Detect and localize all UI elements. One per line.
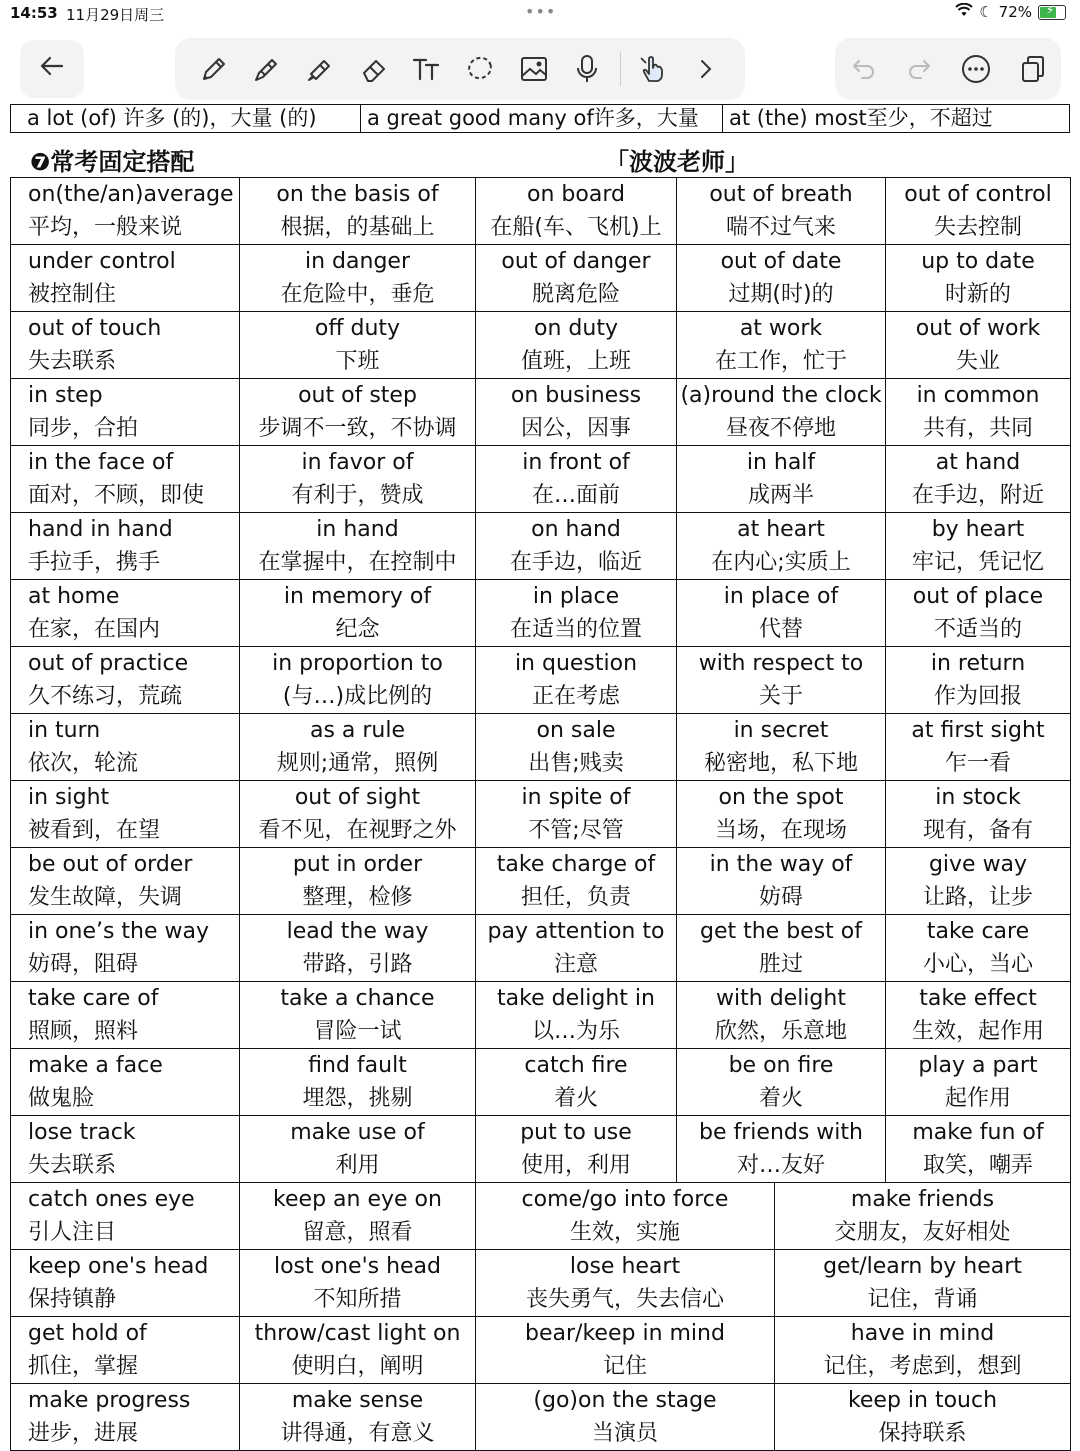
- meaning-cell: 保持镇静: [11, 1283, 240, 1317]
- meaning-cell: 久不练习，荒疏: [11, 680, 240, 714]
- phrase-row: [11, 647, 1071, 681]
- phrase-row: [11, 1116, 1071, 1150]
- meaning-cell: 讲得通，有意义: [240, 1417, 476, 1451]
- meaning-cell: 面对，不顾，即使: [11, 479, 240, 513]
- phrase-cell: make sense: [240, 1384, 476, 1418]
- meaning-cell: 起作用: [886, 1082, 1071, 1116]
- meaning-cell: 当场，在现场: [677, 814, 886, 848]
- meaning-cell: 纪念: [240, 613, 476, 647]
- phrase-row: [11, 1250, 1071, 1284]
- top-phrase: a lot (of) 许多 (的)，大量 (的): [11, 105, 361, 132]
- split-wrapper: [476, 1216, 1070, 1249]
- meaning-row: [11, 412, 1071, 446]
- meaning-row: [11, 881, 1071, 915]
- meaning-cell: 在家，在国内: [11, 613, 240, 647]
- phrase-cell: out of date: [677, 245, 886, 279]
- meaning-cell: 担任，负责: [476, 881, 677, 915]
- status-right: [955, 3, 1066, 21]
- phrase-cell: have in mind: [850, 1321, 995, 1346]
- phrase-cell: off duty: [240, 312, 476, 346]
- phrase-cell: on duty: [476, 312, 677, 346]
- phrase-cell: at home: [11, 580, 240, 614]
- phrase-row: [11, 178, 1071, 212]
- meaning-row: [11, 814, 1071, 848]
- wifi-icon: [955, 3, 973, 21]
- status-time: 14:53: [10, 4, 58, 22]
- phrase-cell: take effect: [886, 982, 1071, 1016]
- undo-button[interactable]: [842, 48, 884, 90]
- meaning-cell: 依次，轮流: [11, 747, 240, 781]
- split-cell: [476, 1250, 1071, 1284]
- phrase-cell: in half: [677, 446, 886, 480]
- meaning-cell: 记住，背诵: [867, 1287, 978, 1312]
- phrase-cell: with respect to: [677, 647, 886, 681]
- phrase-cell: on board: [476, 178, 677, 212]
- split-cell: [476, 1384, 1071, 1418]
- meaning-cell: 步调不一致，不协调: [240, 412, 476, 446]
- phrase-cell: out of control: [886, 178, 1071, 212]
- eraser-tool-button[interactable]: [353, 48, 395, 90]
- meaning-cell: 牢记，凭记忆: [886, 546, 1071, 580]
- meaning-cell: 埋怨，挑剔: [240, 1082, 476, 1116]
- meaning-row: [11, 613, 1071, 647]
- top-phrases-row: [10, 104, 1070, 133]
- phrase-cell: on hand: [476, 513, 677, 547]
- meaning-cell: 关于: [677, 680, 886, 714]
- meaning-row: [11, 1216, 1071, 1250]
- pen-icon: [251, 53, 283, 85]
- pencil-tool-button[interactable]: [193, 48, 235, 90]
- phrase-cell: keep in touch: [847, 1388, 998, 1413]
- back-button[interactable]: [20, 40, 84, 98]
- document-actions: [835, 38, 1061, 100]
- meaning-cell: 在…面前: [476, 479, 677, 513]
- meaning-cell: 丧失勇气，失去信心: [476, 1283, 775, 1316]
- phrase-cell: in spite of: [476, 781, 677, 815]
- meaning-cell: 欣然，乐意地: [677, 1015, 886, 1049]
- phrase-cell: play a part: [886, 1049, 1071, 1083]
- meaning-row: [11, 1015, 1071, 1049]
- split-wrapper: [476, 1183, 1070, 1216]
- phrase-row: [11, 915, 1071, 949]
- meaning-cell: 昼夜不停地: [677, 412, 886, 446]
- phrase-cell: out of danger: [476, 245, 677, 279]
- meaning-cell: 失去联系: [11, 1149, 240, 1183]
- meaning-cell: 带路，引路: [240, 948, 476, 982]
- microphone-icon: [571, 53, 603, 85]
- phrase-cell: get/learn by heart: [823, 1254, 1022, 1279]
- phrase-cell: make use of: [240, 1116, 476, 1150]
- pages-icon: [1018, 54, 1048, 84]
- phrase-cell: throw/cast light on: [240, 1317, 476, 1351]
- phrase-cell: on sale: [476, 714, 677, 748]
- more-icon: [961, 54, 991, 84]
- phrase-cell: keep one's head: [11, 1250, 240, 1284]
- meaning-cell: 不管;尽管: [476, 814, 677, 848]
- split-cell: [476, 1350, 1071, 1384]
- phrase-cell: as a rule: [240, 714, 476, 748]
- text-tool-button[interactable]: [406, 48, 448, 90]
- phrase-cell: in the way of: [677, 848, 886, 882]
- phrase-row: [11, 781, 1071, 815]
- meaning-cell: 妨碍: [677, 881, 886, 915]
- chevron-right-icon: [690, 53, 722, 85]
- phrase-cell: come/go into force: [476, 1183, 775, 1216]
- meaning-cell: 值班，上班: [476, 345, 677, 379]
- meaning-cell: 对…友好: [677, 1149, 886, 1183]
- meaning-cell: 使用，利用: [476, 1149, 677, 1183]
- redo-button[interactable]: [899, 48, 941, 90]
- meaning-cell: 因公，因事: [476, 412, 677, 446]
- meaning-cell: 在船(车、飞机)上: [476, 211, 677, 245]
- meaning-row: [11, 211, 1071, 245]
- phrase-row: [11, 1317, 1071, 1351]
- phrase-cell: out of breath: [677, 178, 886, 212]
- phrase-cell: with delight: [677, 982, 886, 1016]
- phrase-cell: get hold of: [11, 1317, 240, 1351]
- phrase-cell: at work: [677, 312, 886, 346]
- pencil-icon: [198, 53, 230, 85]
- battery-percent: 72%: [998, 3, 1032, 21]
- phrase-row: [11, 1384, 1071, 1418]
- meaning-row: [11, 948, 1071, 982]
- top-phrase: at (the) most至少，不超过: [729, 106, 993, 130]
- meaning-cell: 发生故障，失调: [11, 881, 240, 915]
- meaning-row: [11, 1417, 1071, 1451]
- phrase-cell: be out of order: [11, 848, 240, 882]
- image-icon: [518, 53, 550, 85]
- meaning-cell: 失去联系: [11, 345, 240, 379]
- meaning-cell: 不知所措: [240, 1283, 476, 1317]
- phrase-row: [11, 1049, 1071, 1083]
- meaning-cell: 手拉手，携手: [11, 546, 240, 580]
- meaning-cell: 出售;贱卖: [476, 747, 677, 781]
- meaning-cell: 失去控制: [886, 211, 1071, 245]
- phrase-cell: out of step: [240, 379, 476, 413]
- touch-draw-button[interactable]: [632, 48, 674, 90]
- meaning-cell: 冒险一试: [240, 1015, 476, 1049]
- phrase-cell: take care of: [11, 982, 240, 1016]
- meaning-cell: 以…为乐: [476, 1015, 677, 1049]
- meaning-row: [11, 1350, 1071, 1384]
- phrase-cell: in secret: [677, 714, 886, 748]
- meaning-cell: 成两半: [677, 479, 886, 513]
- pen-tool-button[interactable]: [246, 48, 288, 90]
- split-wrapper: [476, 1417, 1070, 1450]
- phrase-cell: put in order: [240, 848, 476, 882]
- hand-touch-icon: [637, 53, 669, 85]
- meaning-cell: 做鬼脸: [11, 1082, 240, 1116]
- split-wrapper: [476, 1350, 1070, 1383]
- split-wrapper: [476, 1283, 1070, 1316]
- drawing-tools: [175, 38, 745, 100]
- meaning-cell: 进步，进展: [11, 1417, 240, 1451]
- phrase-cell: be friends with: [677, 1116, 886, 1150]
- meaning-row: [11, 1283, 1071, 1317]
- toolbar-separator: [620, 52, 621, 86]
- meaning-cell: 当演员: [476, 1417, 775, 1450]
- phrase-row: [11, 312, 1071, 346]
- meaning-cell: 代替: [677, 613, 886, 647]
- phrase-cell: put to use: [476, 1116, 677, 1150]
- meaning-cell: 作为回报: [886, 680, 1071, 714]
- meaning-row: [11, 1149, 1071, 1183]
- phrase-cell: get the best of: [677, 915, 886, 949]
- phrase-row: [11, 580, 1071, 614]
- meaning-row: [11, 546, 1071, 580]
- phrase-cell: in place of: [677, 580, 886, 614]
- phrase-cell: keep an eye on: [240, 1183, 476, 1217]
- phrase-cell: out of work: [886, 312, 1071, 346]
- phrase-row: [11, 848, 1071, 882]
- meaning-cell: 让路，让步: [886, 881, 1071, 915]
- meaning-cell: 在掌握中，在控制中: [240, 546, 476, 580]
- meaning-cell: 胜过: [677, 948, 886, 982]
- phrase-cell: pay attention to: [476, 915, 677, 949]
- meaning-cell: 生效，起作用: [886, 1015, 1071, 1049]
- meaning-row: [11, 479, 1071, 513]
- highlighter-tool-button[interactable]: [299, 48, 341, 90]
- phrase-cell: in hand: [240, 513, 476, 547]
- meaning-cell: 被控制住: [11, 278, 240, 312]
- meaning-cell: 在危险中，垂危: [240, 278, 476, 312]
- phrase-cell: lose heart: [476, 1250, 775, 1283]
- meaning-row: [11, 747, 1071, 781]
- phrase-cell: (a)round the clock: [677, 379, 886, 413]
- phrase-row: [11, 982, 1071, 1016]
- meaning-cell: 利用: [240, 1149, 476, 1183]
- meaning-cell: 下班: [240, 345, 476, 379]
- phrase-cell: in common: [886, 379, 1071, 413]
- phrase-cell: make fun of: [886, 1116, 1071, 1150]
- phrase-cell: bear/keep in mind: [476, 1317, 775, 1350]
- phrase-cell: in return: [886, 647, 1071, 681]
- meaning-row: [11, 278, 1071, 312]
- meaning-cell: 使明白，阐明: [240, 1350, 476, 1384]
- status-date: 11月29日周三: [66, 6, 165, 24]
- phrase-cell: lose track: [11, 1116, 240, 1150]
- phrase-table: [10, 177, 1071, 1451]
- meaning-cell: 着火: [476, 1082, 677, 1116]
- meaning-cell: 保持联系: [878, 1421, 967, 1446]
- meaning-cell: 平均，一般来说: [11, 211, 240, 245]
- phrase-cell: lost one's head: [240, 1250, 476, 1284]
- phrase-cell: (go)on the stage: [476, 1384, 775, 1417]
- back-arrow-icon: [38, 52, 66, 87]
- phrase-cell: take care: [886, 915, 1071, 949]
- phrase-row: [11, 1183, 1071, 1217]
- meaning-cell: 在手边，临近: [476, 546, 677, 580]
- phrase-cell: make progress: [11, 1384, 240, 1418]
- meaning-cell: 正在考虑: [476, 680, 677, 714]
- phrase-cell: lead the way: [240, 915, 476, 949]
- meaning-cell: 现有，备有: [886, 814, 1071, 848]
- split-wrapper: [476, 1317, 1070, 1350]
- undo-icon: [848, 54, 878, 84]
- phrase-cell: in step: [11, 379, 240, 413]
- phrase-cell: in sight: [11, 781, 240, 815]
- phrase-cell: in stock: [886, 781, 1071, 815]
- meaning-cell: 秘密地，私下地: [677, 747, 886, 781]
- status-bar: [0, 0, 1080, 28]
- meaning-cell: 妨碍，阻碍: [11, 948, 240, 982]
- phrase-cell: be on fire: [677, 1049, 886, 1083]
- meaning-cell: 生效，实施: [476, 1216, 775, 1249]
- eraser-icon: [358, 53, 390, 85]
- meaning-cell: 过期(时)的: [677, 278, 886, 312]
- phrase-row: [11, 714, 1071, 748]
- phrase-cell: out of place: [886, 580, 1071, 614]
- meaning-cell: 共有，共同: [886, 412, 1071, 446]
- meaning-cell: 交朋友，友好相处: [834, 1220, 1011, 1245]
- meaning-cell: 注意: [476, 948, 677, 982]
- meaning-cell: 规则;通常，照例: [240, 747, 476, 781]
- split-wrapper: [476, 1384, 1070, 1417]
- phrase-cell: on business: [476, 379, 677, 413]
- meaning-row: [11, 680, 1071, 714]
- phrase-cell: out of practice: [11, 647, 240, 681]
- phrase-cell: on(the/an)average: [11, 178, 240, 212]
- split-wrapper: [476, 1250, 1070, 1283]
- lasso-tool-button[interactable]: [459, 48, 501, 90]
- teacher-label: 「波波老师」: [605, 148, 749, 176]
- phrase-row: [11, 245, 1071, 279]
- phrase-cell: at hand: [886, 446, 1071, 480]
- phrase-cell: take delight in: [476, 982, 677, 1016]
- more-tools-button[interactable]: [685, 48, 727, 90]
- meaning-row: [11, 345, 1071, 379]
- meaning-cell: 同步，合拍: [11, 412, 240, 446]
- phrase-cell: out of touch: [11, 312, 240, 346]
- pages-button[interactable]: [1012, 48, 1054, 90]
- phrase-cell: take charge of: [476, 848, 677, 882]
- split-cell: [476, 1317, 1071, 1351]
- meaning-cell: 抓住，掌握: [11, 1350, 240, 1384]
- meaning-cell: 在工作，忙于: [677, 345, 886, 379]
- meaning-cell: 不适当的: [886, 613, 1071, 647]
- lasso-icon: [464, 53, 496, 85]
- meaning-cell: (与…)成比例的: [240, 680, 476, 714]
- phrase-cell: in place: [476, 580, 677, 614]
- meaning-cell: 着火: [677, 1082, 886, 1116]
- split-cell: [476, 1283, 1071, 1317]
- phrase-cell: under control: [11, 245, 240, 279]
- meaning-cell: 被看到，在望: [11, 814, 240, 848]
- meaning-cell: 喘不过气来: [677, 211, 886, 245]
- split-cell: [476, 1216, 1071, 1250]
- microphone-tool-button[interactable]: [566, 48, 608, 90]
- phrase-cell: take a chance: [240, 982, 476, 1016]
- phrase-cell: in front of: [476, 446, 677, 480]
- meaning-cell: 在手边，附近: [886, 479, 1071, 513]
- battery-icon: ⚡: [1038, 5, 1066, 20]
- phrase-cell: in memory of: [240, 580, 476, 614]
- redo-icon: [905, 54, 935, 84]
- phrase-cell: out of sight: [240, 781, 476, 815]
- split-cell: [476, 1417, 1071, 1451]
- meaning-cell: 留意，照看: [240, 1216, 476, 1250]
- phrase-cell: find fault: [240, 1049, 476, 1083]
- phrase-cell: catch ones eye: [11, 1183, 240, 1217]
- meaning-row: [11, 1082, 1071, 1116]
- text-tool-icon: [411, 53, 443, 85]
- meaning-cell: 小心，当心: [886, 948, 1071, 982]
- focus-moon-icon: ☾: [979, 3, 993, 21]
- phrase-cell: hand in hand: [11, 513, 240, 547]
- meaning-cell: 取笑，嘲弄: [886, 1149, 1071, 1183]
- phrase-cell: on the spot: [677, 781, 886, 815]
- phrase-cell: in danger: [240, 245, 476, 279]
- top-phrase: a great good many of许多，大量: [361, 105, 723, 132]
- phrase-row: [11, 379, 1071, 413]
- phrase-cell: in turn: [11, 714, 240, 748]
- phrase-cell: by heart: [886, 513, 1071, 547]
- meaning-cell: 记住: [476, 1350, 775, 1383]
- meaning-cell: 时新的: [886, 278, 1071, 312]
- phrase-cell: in the face of: [11, 446, 240, 480]
- meaning-cell: 脱离危险: [476, 278, 677, 312]
- phrase-cell: catch fire: [476, 1049, 677, 1083]
- meaning-cell: 照顾，照料: [11, 1015, 240, 1049]
- split-cell: [476, 1183, 1071, 1217]
- phrase-cell: on the basis of: [240, 178, 476, 212]
- phrase-cell: give way: [886, 848, 1071, 882]
- phrase-row: [11, 513, 1071, 547]
- meaning-cell: 失业: [886, 345, 1071, 379]
- section-title: ❼常考固定搭配: [30, 148, 195, 176]
- phrase-cell: in question: [476, 647, 677, 681]
- meaning-cell: 乍一看: [886, 747, 1071, 781]
- meaning-cell: 整理，检修: [240, 881, 476, 915]
- meaning-cell: 引人注目: [11, 1216, 240, 1250]
- meaning-cell: 在适当的位置: [476, 613, 677, 647]
- multitasking-dots-icon[interactable]: •••: [525, 2, 557, 21]
- meaning-cell: 有利于，赞成: [240, 479, 476, 513]
- phrase-cell: in favor of: [240, 446, 476, 480]
- phrase-cell: at first sight: [886, 714, 1071, 748]
- phrase-cell: in one’s the way: [11, 915, 240, 949]
- meaning-cell: 看不见，在视野之外: [240, 814, 476, 848]
- meaning-cell: 记住，考虑到，想到: [823, 1354, 1022, 1379]
- phrase-cell: at heart: [677, 513, 886, 547]
- more-options-button[interactable]: [955, 48, 997, 90]
- phrase-cell: make friends: [850, 1187, 995, 1212]
- phrase-cell: up to date: [886, 245, 1071, 279]
- meaning-cell: 在内心;实质上: [677, 546, 886, 580]
- highlighter-icon: [304, 53, 336, 85]
- meaning-cell: 根据，的基础上: [240, 211, 476, 245]
- image-tool-button[interactable]: [513, 48, 555, 90]
- phrase-cell: in proportion to: [240, 647, 476, 681]
- phrase-row: [11, 446, 1071, 480]
- phrase-cell: make a face: [11, 1049, 240, 1083]
